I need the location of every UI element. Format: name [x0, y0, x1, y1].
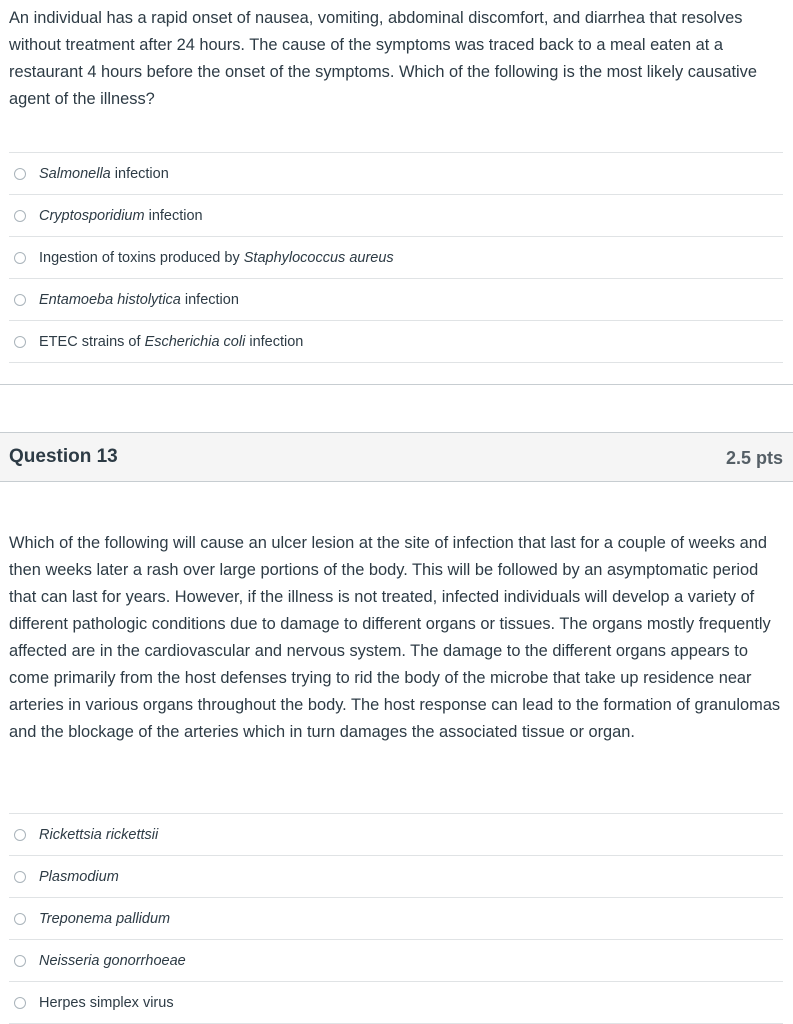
answer-label: Treponema pallidum: [39, 910, 171, 927]
question-12-prompt: An individual has a rapid onset of nausea, vomiting, abdominal discomfort, and diarrhea that resolves without treatment after 24 hours. The cause of the symptoms was traced back to a meal eaten at a restaurant 4 hours before the onset of the symptoms. Which of the following is the most likely causative agent of the illness?: [9, 9, 757, 108]
q13-answer-5[interactable]: [9, 982, 783, 1024]
answer-label: Rickettsia rickettsii: [39, 826, 159, 843]
question-12-answers: [9, 152, 783, 363]
radio-button[interactable]: [14, 252, 26, 264]
question-points: 2.5 pts: [725, 448, 783, 468]
radio-button[interactable]: [14, 955, 26, 967]
answer-label: ETEC strains of Escherichia coli infection: [39, 333, 304, 350]
answer-label: Entamoeba histolytica infection: [39, 291, 239, 308]
q13-answer-3[interactable]: [9, 898, 783, 940]
answer-label: Herpes simplex virus: [39, 994, 174, 1011]
radio-button[interactable]: [14, 829, 26, 841]
radio-button[interactable]: [14, 168, 26, 180]
radio-button[interactable]: [14, 913, 26, 925]
answer-label: Ingestion of toxins produced by Staphylococcus aureus: [39, 249, 394, 266]
radio-button[interactable]: [14, 294, 26, 306]
q13-answer-1[interactable]: [9, 814, 783, 856]
q12-answer-2[interactable]: [9, 195, 783, 237]
question-13-header: [0, 432, 793, 482]
answer-label: Neisseria gonorrhoeae: [39, 952, 186, 969]
answer-label: Cryptosporidium infection: [39, 207, 203, 224]
question-12-text: [9, 5, 784, 113]
question-divider: [0, 384, 793, 385]
radio-button[interactable]: [14, 210, 26, 222]
q13-answer-4[interactable]: [9, 940, 783, 982]
question-13-text: [9, 530, 784, 746]
q12-answer-4[interactable]: [9, 279, 783, 321]
question-13-prompt: Which of the following will cause an ulcer lesion at the site of infection that last for a couple of weeks and then weeks later a rash over large portions of the body. This will be followed by an asymptomatic period that can last for years. However, if the illness is not treated, infected individuals will develop a variety of different pathologic conditions due to damage to different organs or tissues. The organs mostly frequently affected are in the cardiovascular and nervous system. The damage to the different organs appears to come primarily from the host defenses trying to rid the body of the microbe that take up residence near arteries in various organs throughout the body. The host response can lead to the formation of granulomas and the blockage of the arteries which in turn damages the associated tissue or organ.: [9, 534, 781, 741]
question-title: Question 13: [9, 446, 118, 467]
radio-button[interactable]: [14, 871, 26, 883]
answer-label: Salmonella infection: [39, 165, 169, 182]
answer-label: Plasmodium: [39, 868, 119, 885]
radio-button[interactable]: [14, 336, 26, 348]
q12-answer-1[interactable]: [9, 153, 783, 195]
radio-button[interactable]: [14, 997, 26, 1009]
question-13-answers: [9, 813, 783, 1024]
q12-answer-3[interactable]: [9, 237, 783, 279]
q13-answer-2[interactable]: [9, 856, 783, 898]
q12-answer-5[interactable]: [9, 321, 783, 363]
